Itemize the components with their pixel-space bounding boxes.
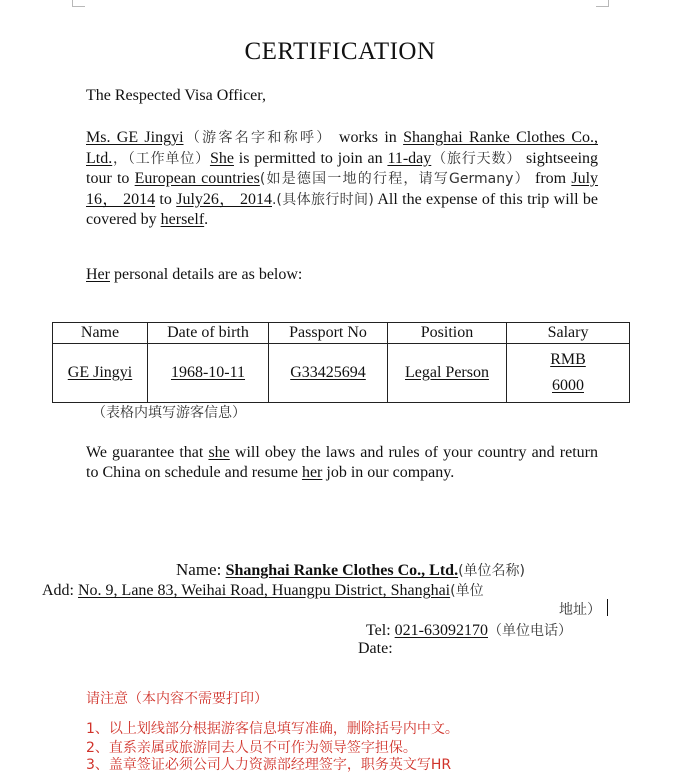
- address-hint: (单位: [450, 583, 484, 599]
- signature-tel: 021-63092170: [394, 622, 488, 639]
- column-header-passport: Passport No: [269, 323, 388, 344]
- column-header-salary: Salary: [507, 323, 630, 344]
- pronoun: She: [209, 149, 234, 167]
- column-header-position: Position: [388, 323, 507, 344]
- end-date: July26， 2014: [176, 190, 272, 208]
- company-hint: (单位名称): [458, 563, 526, 579]
- paragraph-applicant-details: Ms. GE Jingyi（游客名字和称呼） works in Shanghai Ranke Clothes Co., Ltd.，（工作单位）She is permitted to join an 11-day（旅行天数） sightseeing tour to European countries(如是德国一地的行程，请写Germany） from July 16， 2014 to July26， 2014.(具体旅行时间) All the expense of this trip will be covered by herself.: [86, 129, 599, 229]
- dates-hint: .(具体旅行时间): [271, 191, 374, 208]
- start-date: July 16， 2014: [86, 170, 599, 208]
- employer-name: Shanghai Ranke Clothes Co., Ltd.: [86, 129, 599, 167]
- destination-hint: (如是德国一地的行程，请写Germany）: [259, 171, 530, 188]
- notice-item: 3、盖章签证必须公司人力资源部经理签字，职务英文写HR: [86, 757, 452, 773]
- notice-item: 2、直系亲属或旅游同去人员不可作为领导签字担保。: [86, 740, 417, 756]
- table-note: （表格内填写游客信息）: [92, 405, 246, 421]
- days-hint: （旅行天数）: [431, 150, 522, 167]
- covered-by: herself: [160, 211, 205, 229]
- salary-currency: RMB: [550, 351, 586, 368]
- salutation: The Respected Visa Officer,: [86, 87, 266, 104]
- cell-passport: G33425694: [269, 344, 388, 403]
- paragraph-personal-details-intro: Her personal details are as below:: [86, 266, 303, 283]
- employer-hint: ，（工作单位）: [112, 150, 210, 167]
- text-cursor: [607, 599, 608, 616]
- salary-amount: 6000: [552, 377, 584, 394]
- cell-position: Legal Person: [388, 344, 507, 403]
- pronoun: Her: [86, 266, 110, 283]
- table-row: [53, 344, 630, 403]
- paragraph-guarantee: We guarantee that she will obey the laws and rules of your country and return to China on schedule and resume her job in our company.: [86, 444, 599, 481]
- destination: European countries: [134, 170, 260, 188]
- signature-date-line: Date:: [358, 640, 393, 657]
- table-header-row: [53, 323, 630, 344]
- cell-salary: [507, 344, 630, 403]
- cell-dob: 1968-10-11: [148, 344, 269, 403]
- signature-company: Shanghai Ranke Clothes Co., Ltd.: [225, 562, 459, 579]
- name-hint: （游客名字和称呼）: [183, 130, 333, 146]
- cell-name: GE Jingyi: [53, 344, 148, 403]
- pronoun: her: [301, 463, 323, 481]
- signature-address: No. 9, Lane 83, Weihai Road, Huangpu District, Shanghai: [78, 582, 451, 599]
- column-header-dob: Date of birth: [148, 323, 269, 344]
- page-corner-mark-left: [72, 0, 85, 7]
- signature-name-line: Name: Shanghai Ranke Clothes Co., Ltd.(单位名称): [176, 560, 526, 579]
- signature-address-line: Add: No. 9, Lane 83, Weihai Road, Huangpu District, Shanghai(单位 地址）: [42, 581, 608, 620]
- column-header-name: Name: [53, 323, 148, 344]
- signature-tel-line: Tel: 021-63092170（单位电话）: [366, 622, 572, 639]
- tel-hint: （单位电话）: [487, 623, 572, 639]
- notice-item: 1、以上划线部分根据游客信息填写准确，删除括号内中文。: [86, 721, 459, 737]
- notice-title: 请注意（本内容不需要打印）: [86, 691, 268, 707]
- page-corner-mark-right: [596, 0, 609, 7]
- pronoun: she: [208, 444, 230, 461]
- document-title: CERTIFICATION: [244, 38, 436, 65]
- applicant-name: Ms. GE Jingyi: [86, 129, 184, 146]
- personal-details-table: [52, 322, 630, 403]
- trip-days: 11-day: [387, 149, 432, 167]
